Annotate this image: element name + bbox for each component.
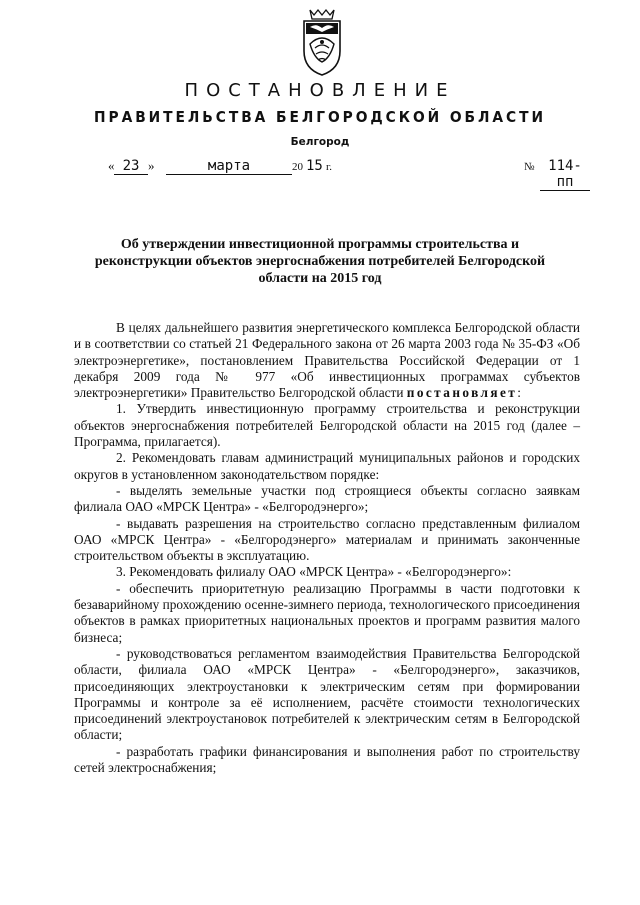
item-paragraph: - обеспечить приоритетную реализацию Программы в части подготовки к безаварийному прохождению осенне-зимнего периода, технологического присоединения объектов в рамках приоритетных национальных проектов и программ развития малого бизнеса; bbox=[74, 580, 580, 645]
number-label: № bbox=[524, 161, 535, 173]
date-line bbox=[108, 158, 588, 190]
item-paragraph: - руководствоваться регламентом взаимодействия Правительства Белгородской области, филиала ОАО «МРСК Центра» - «Белгородэнерго», заказчиков, присоединяющих электроустановки к электрическим сетям при формировании Программы и контроле за её исполнением, расчёте стоимости технологических присоединений электроустановок потребителей к электрическим сетям в Белгородской области; bbox=[74, 645, 580, 743]
item-paragraph: - разработать графики финансирования и выполнения работ по строительству сетей электроснабжения; bbox=[74, 743, 580, 776]
date-year-label: г. bbox=[326, 161, 333, 173]
decree-colon: : bbox=[517, 385, 521, 401]
date-open-quote: « bbox=[108, 158, 115, 173]
date-month: марта bbox=[166, 158, 292, 175]
intro-paragraph bbox=[74, 320, 580, 401]
item-paragraph: - выдавать разрешения на строительство согласно представленным филиалом ОАО «МРСК Центра» - «Белгородэнерго» материалам и принимать законченные строительством объекты в эксплуатацию. bbox=[74, 515, 580, 564]
document-number: 114-пп bbox=[540, 158, 590, 191]
document-title: ПОСТАНОВЛЕНИЕ bbox=[184, 80, 456, 101]
city-label: Белгород bbox=[290, 136, 350, 148]
item-paragraph: 3. Рекомендовать филиалу ОАО «МРСК Центра» - «Белгородэнерго»: bbox=[116, 564, 512, 580]
date-year-suffix: 15 bbox=[306, 158, 323, 174]
document-heading: Об утверждении инвестиционной программы строительства и реконструкции объектов энергоснабжения потребителей Белгородской области на 2015 год bbox=[94, 237, 546, 286]
document-subtitle: ПРАВИТЕЛЬСТВА БЕЛГОРОДСКОЙ ОБЛАСТИ bbox=[94, 108, 546, 126]
coat-of-arms-emblem bbox=[298, 8, 346, 78]
intro-text: В целях дальнейшего развития энергетического комплекса Белгородской области и в соответствии со статьей 21 Федерального закона от 26 марта 2003 года № 35-ФЗ «Об электроэнергетике», постановлением Правительства Российской Федерации от 1 декабря 2009 года № 977 «Об инвестиционных программах субъектов электроэнергетики» Правительство Белгородской области bbox=[74, 320, 580, 401]
item-paragraph: 2. Рекомендовать главам администраций муниципальных районов и городских округов в установленном законодательством порядке: bbox=[74, 450, 580, 482]
date-day: 23 bbox=[114, 158, 148, 175]
decree-word: постановляет bbox=[406, 385, 518, 401]
item-paragraph: 1. Утвердить инвестиционную программу строительства и реконструкции объектов энергоснабжения потребителей Белгородской области на 2015 год (далее – Программа, прилагается). bbox=[74, 401, 580, 450]
date-close-quote: » bbox=[148, 158, 155, 173]
date-year-prefix: 20 bbox=[292, 161, 303, 173]
document-body bbox=[74, 320, 580, 776]
item-paragraph: - выделять земельные участки под строящиеся объекты согласно заявкам филиала ОАО «МРСК Центра» - «Белгородэнерго»; bbox=[74, 482, 580, 515]
